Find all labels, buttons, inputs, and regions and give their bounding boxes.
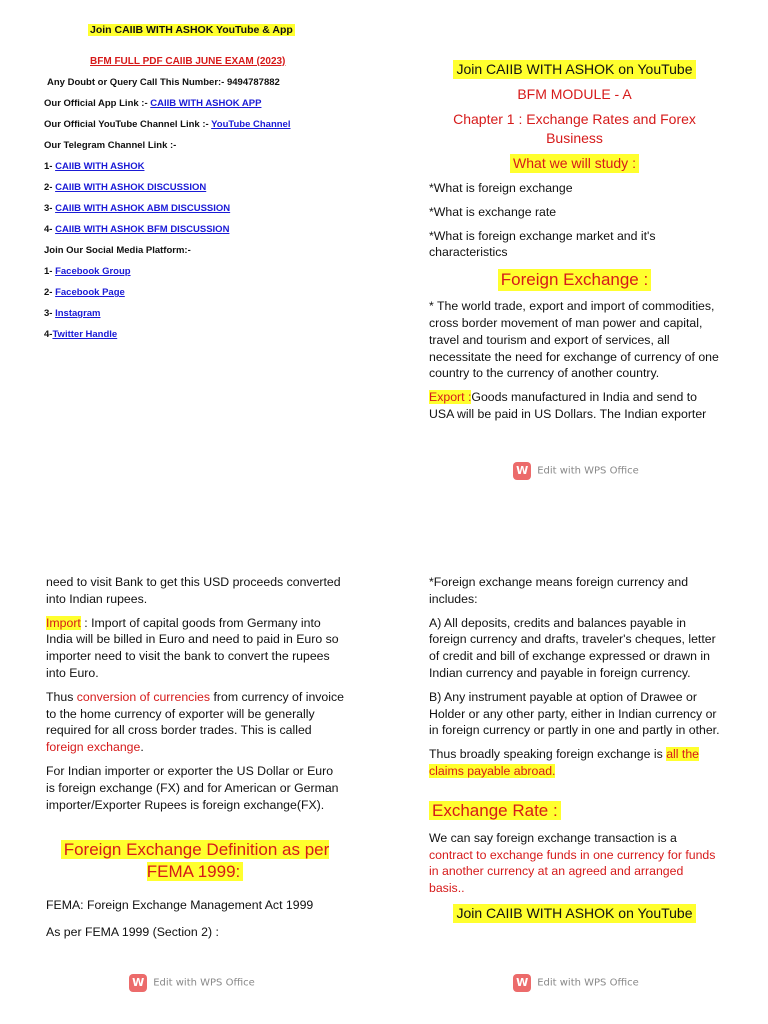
foreign-exchange-paragraph: * The world trade, export and import of commodities, cross border movement of man power and capital, travel and tourism and export of services, all necessitate the need for exchange of currency of one country to the currency of another country. <box>429 299 719 381</box>
thus-paragraph <box>46 689 344 756</box>
fx-indian-paragraph: For Indian importer or exporter the US Dollar or Euro is foreign exchange (FX) and for American or German importer/Exporter Rupees is foreign exchange(FX). <box>46 763 339 812</box>
page-4 <box>384 512 768 1024</box>
telegram-label: Our Telegram Channel Link :- <box>44 140 177 151</box>
text-run: from currency of invoice to the home currency of exporter will be generally required for all cross border trades. This is called <box>46 689 344 738</box>
export-label: Export : <box>429 390 472 405</box>
list-number: 4- <box>44 329 53 340</box>
social-item-1 <box>44 261 384 282</box>
study-item-2: *What is exchange rate <box>429 204 557 219</box>
export-text: Goods manufactured in India and send to USA will be paid in US Dollars. The Indian exporter <box>429 390 707 421</box>
fema-definition-heading: Foreign Exchange Definition as per FEMA 1999: <box>61 840 330 881</box>
facebook-group-link[interactable]: Facebook Group <box>55 266 131 277</box>
study-heading: What we will study : <box>510 154 639 173</box>
telegram-link-abm-discussion[interactable]: CAIIB WITH ASHOK ABM DISCUSSION <box>55 203 231 214</box>
wps-watermark[interactable] <box>0 974 384 992</box>
wps-watermark[interactable] <box>384 462 768 480</box>
chapter-title: Chapter 1 : Exchange Rates and Forex Business <box>453 111 696 146</box>
import-label: Import <box>46 615 81 630</box>
list-number: 3- <box>44 308 56 319</box>
page-3 <box>0 512 384 1024</box>
contact-line: Any Doubt or Query Call This Number:- 9494787882 <box>47 77 280 88</box>
list-number: 2- <box>44 287 56 298</box>
youtube-channel-link[interactable]: YouTube Channel <box>211 119 291 130</box>
page1-title: Join CAIIB WITH ASHOK YouTube & App <box>90 24 293 36</box>
page1-subtitle: BFM FULL PDF CAIIB JUNE EXAM (2023) <box>90 56 286 67</box>
page-2 <box>384 0 768 512</box>
wps-watermark[interactable] <box>384 974 768 992</box>
text-run: We can say foreign exchange transaction is a <box>429 830 677 845</box>
claims-payable-abroad-text: all the claims payable abroad. <box>429 747 700 778</box>
wps-office-icon: W <box>513 974 531 992</box>
text-run: Thus broadly speaking foreign exchange is <box>429 747 667 762</box>
foreign-exchange-heading: Foreign Exchange : <box>498 269 651 291</box>
continued-paragraph: need to visit Bank to get this USD proceeds converted into Indian rupees. <box>46 575 341 606</box>
study-item-1: *What is foreign exchange <box>429 181 573 195</box>
app-link-label: Our Official App Link :- <box>44 98 151 109</box>
page-1 <box>0 0 384 512</box>
telegram-link-bfm-discussion[interactable]: CAIIB WITH ASHOK BFM DISCUSSION <box>55 224 230 235</box>
wps-watermark-text: Edit with WPS Office <box>537 465 639 477</box>
youtube-link-row <box>44 114 384 135</box>
wps-watermark-text: Edit with WPS Office <box>537 977 639 989</box>
list-number: 3- <box>44 203 56 214</box>
telegram-item-2 <box>44 177 384 198</box>
wps-watermark-text: Edit with WPS Office <box>153 977 255 989</box>
import-text: : Import of capital goods from Germany into India will be billed in Euro and need to paid in Euro so importer need to visit the bank to convert the rupees into Euro. <box>46 615 339 680</box>
list-number: 2- <box>44 182 56 193</box>
import-paragraph <box>46 615 344 682</box>
twitter-handle-link[interactable]: Twitter Handle <box>52 329 118 340</box>
fema-full-form: FEMA: Foreign Exchange Management Act 1999 <box>46 898 314 913</box>
text-run: Thus <box>46 689 77 704</box>
study-item-3: *What is foreign exchange market and it's characteristics <box>429 228 656 260</box>
instagram-link[interactable]: Instagram <box>55 308 101 319</box>
module-title: BFM MODULE - A <box>517 86 632 102</box>
join-youtube-banner: Join CAIIB WITH ASHOK on YouTube <box>453 60 695 79</box>
export-paragraph <box>429 389 720 423</box>
list-number: 1- <box>44 161 56 172</box>
social-item-3 <box>44 303 384 324</box>
wps-office-icon: W <box>129 974 147 992</box>
telegram-item-4 <box>44 219 384 240</box>
app-link-row <box>44 93 384 114</box>
app-link[interactable]: CAIIB WITH ASHOK APP <box>150 98 262 109</box>
social-item-4 <box>44 324 384 345</box>
telegram-item-3 <box>44 198 384 219</box>
thus-broadly-paragraph <box>429 746 720 780</box>
exchange-rate-paragraph <box>429 830 720 897</box>
wps-office-icon: W <box>513 462 531 480</box>
clause-b: B) Any instrument payable at option of Drawee or Holder or any other party, either in Indian currency or in foreign currency or partly in one and partly in other. <box>429 689 720 738</box>
conversion-of-currencies-text: conversion of currencies <box>76 689 211 704</box>
clause-a: A) All deposits, credits and balances payable in foreign currency and drafts, traveler's cheques, letter of credit and bill of exchange expressed or drawn in Indian currency and payable in foreign currency. <box>429 615 716 680</box>
exchange-rate-definition: contract to exchange funds in one currency for funds in another currency at an agreed and arranged basis.. <box>429 847 716 896</box>
join-youtube-footer-banner: Join CAIIB WITH ASHOK on YouTube <box>453 904 695 923</box>
facebook-page-link[interactable]: Facebook Page <box>55 287 125 298</box>
telegram-link-caiib-with-ashok[interactable]: CAIIB WITH ASHOK <box>55 161 145 172</box>
social-item-2 <box>44 282 384 303</box>
telegram-item-1 <box>44 156 384 177</box>
fema-section: As per FEMA 1999 (Section 2) : <box>46 925 219 940</box>
fx-means-paragraph: *Foreign exchange means foreign currency and includes: <box>429 575 689 606</box>
exchange-rate-heading: Exchange Rate : <box>429 801 561 820</box>
telegram-link-discussion[interactable]: CAIIB WITH ASHOK DISCUSSION <box>55 182 207 193</box>
foreign-exchange-term: foreign exchange <box>46 740 141 755</box>
list-number: 4- <box>44 224 56 235</box>
list-number: 1- <box>44 266 56 277</box>
text-run: . <box>140 740 144 755</box>
youtube-link-label: Our Official YouTube Channel Link :- <box>44 119 212 130</box>
social-label: Join Our Social Media Platform:- <box>44 245 191 256</box>
